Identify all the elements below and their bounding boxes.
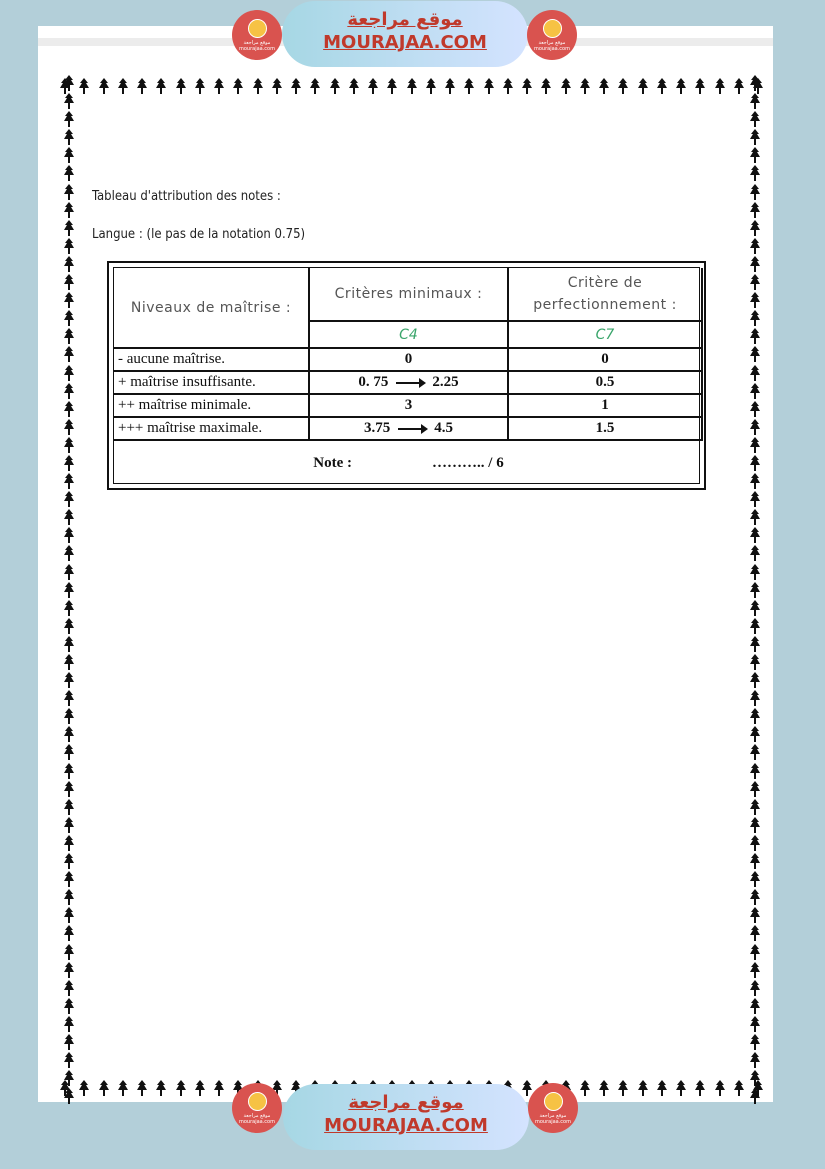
tree-icon [464, 78, 474, 98]
tree-icon [64, 1070, 74, 1086]
header-levels: Niveaux de maîtrise : [114, 268, 310, 349]
tree-icon [750, 871, 760, 887]
tree-icon [750, 690, 760, 706]
tree-icon [750, 1088, 760, 1104]
tree-icon [750, 618, 760, 634]
tree-icon [64, 165, 74, 181]
tree-icon [64, 346, 74, 362]
tree-icon [657, 78, 667, 98]
tree-icon [64, 944, 74, 960]
tree-icon [750, 419, 760, 435]
arrow-right-icon [396, 382, 424, 384]
tree-icon [64, 600, 74, 616]
tree-icon [750, 582, 760, 598]
tree-icon [291, 78, 301, 98]
tree-icon [64, 491, 74, 507]
tree-icon [64, 328, 74, 344]
tree-icon [750, 744, 760, 760]
tree-icon [750, 473, 760, 489]
tree-icon [750, 437, 760, 453]
row-min-value: 0. 75 2.25 [310, 372, 509, 395]
tree-icon [750, 817, 760, 833]
tree-icon [750, 672, 760, 688]
tree-icon [310, 78, 320, 98]
tree-icon [676, 78, 686, 98]
tree-icon [64, 835, 74, 851]
tree-icon [618, 1080, 628, 1100]
tree-icon [64, 654, 74, 670]
tree-icon [64, 383, 74, 399]
tree-icon [750, 509, 760, 525]
code-perf: C7 [509, 322, 703, 349]
tree-icon [750, 75, 760, 91]
tree-icon [750, 980, 760, 996]
tree-icon [750, 401, 760, 417]
logo-caption: موقع مراجعة mourajaa.com [238, 1113, 275, 1125]
tree-icon [750, 564, 760, 580]
tree-icon [750, 1052, 760, 1068]
tree-icon [750, 129, 760, 145]
tree-icon [750, 310, 760, 326]
tree-icon [64, 925, 74, 941]
note-row [114, 441, 703, 485]
tree-icon [64, 998, 74, 1014]
site-arabic-name[interactable]: موقع مراجعة [347, 9, 463, 30]
tree-icon [176, 1080, 186, 1100]
tree-icon [195, 1080, 205, 1100]
tree-icon [541, 78, 551, 98]
logo-caption: موقع مراجعة mourajaa.com [238, 40, 275, 52]
tree-icon [64, 708, 74, 724]
tree-icon [580, 1080, 590, 1100]
tree-icon [64, 582, 74, 598]
tree-icon [750, 962, 760, 978]
logo-emblem-icon [248, 19, 267, 38]
site-logo-right-footer[interactable] [528, 1083, 578, 1133]
tree-icon [750, 944, 760, 960]
tree-icon [64, 618, 74, 634]
site-logo-left-footer[interactable] [232, 1083, 282, 1133]
logo-emblem-icon [544, 1092, 563, 1111]
tree-icon [750, 636, 760, 652]
logo-caption: موقع مراجعة mourajaa.com [534, 1113, 571, 1125]
tree-icon [484, 78, 494, 98]
tree-icon [64, 781, 74, 797]
tree-icon [64, 817, 74, 833]
tree-icon [214, 1080, 224, 1100]
note-value: ……….. / 6 [432, 454, 504, 471]
site-domain-link[interactable]: MOURAJAA.COM [324, 1115, 488, 1136]
tree-icon [118, 78, 128, 98]
tree-icon [64, 690, 74, 706]
tree-icon [64, 274, 74, 290]
tree-icon [64, 455, 74, 471]
tree-icon [79, 78, 89, 98]
tree-icon [64, 672, 74, 688]
tree-icon [750, 853, 760, 869]
tree-icon [750, 147, 760, 163]
header-perf-criteria: Critère de perfectionnement : [509, 268, 703, 322]
tree-border-top [60, 78, 763, 98]
tree-icon [64, 147, 74, 163]
tree-icon [64, 256, 74, 272]
tree-icon [64, 763, 74, 779]
tree-icon [99, 1080, 109, 1100]
tree-icon [272, 78, 282, 98]
tree-icon [750, 274, 760, 290]
tree-icon [64, 1016, 74, 1032]
tree-icon [734, 1080, 744, 1100]
tree-icon [734, 78, 744, 98]
row-level: + maîtrise insuffisante. [114, 372, 310, 395]
tree-icon [64, 799, 74, 815]
tree-icon [750, 907, 760, 923]
tree-icon [750, 328, 760, 344]
tree-icon [580, 78, 590, 98]
site-footer-badge[interactable] [283, 1084, 529, 1150]
tree-icon [349, 78, 359, 98]
tree-icon [750, 998, 760, 1014]
grading-table [107, 261, 706, 490]
tree-icon [137, 1080, 147, 1100]
tree-icon [599, 78, 609, 98]
tree-icon [695, 78, 705, 98]
tree-icon [750, 835, 760, 851]
row-min-value: 0 [310, 349, 509, 372]
tree-icon [137, 78, 147, 98]
site-logo-right[interactable] [527, 10, 577, 60]
tree-icon [64, 636, 74, 652]
logo-caption: موقع مراجعة mourajaa.com [533, 40, 570, 52]
tree-icon [64, 871, 74, 887]
tree-icon [64, 1088, 74, 1104]
tree-icon [407, 78, 417, 98]
tree-icon [253, 78, 263, 98]
tree-icon [64, 962, 74, 978]
tree-icon [64, 527, 74, 543]
tree-icon [750, 165, 760, 181]
tree-icon [750, 455, 760, 471]
tree-icon [695, 1080, 705, 1100]
row-perf-value: 0.5 [509, 372, 703, 395]
tree-icon [750, 93, 760, 109]
tree-icon [64, 889, 74, 905]
tree-icon [522, 78, 532, 98]
tree-icon [715, 78, 725, 98]
tree-icon [750, 202, 760, 218]
tree-icon [503, 78, 513, 98]
tree-icon [64, 473, 74, 489]
tree-icon [64, 202, 74, 218]
tree-icon [214, 78, 224, 98]
tree-icon [233, 78, 243, 98]
site-header-badge[interactable] [282, 1, 528, 67]
tree-icon [64, 292, 74, 308]
tree-icon [64, 184, 74, 200]
tree-icon [64, 310, 74, 326]
tree-icon [750, 238, 760, 254]
row-level: +++ maîtrise maximale. [114, 418, 310, 441]
logo-emblem-icon [543, 19, 562, 38]
logo-emblem-icon [248, 1092, 267, 1111]
tree-icon [750, 545, 760, 561]
row-level: - aucune maîtrise. [114, 349, 310, 372]
tree-icon [99, 78, 109, 98]
tree-icon [750, 799, 760, 815]
tree-icon [750, 726, 760, 742]
tree-icon [64, 238, 74, 254]
tree-icon [79, 1080, 89, 1100]
tree-icon [64, 564, 74, 580]
grading-table-inner [113, 267, 700, 484]
tree-icon [599, 1080, 609, 1100]
tree-icon [176, 78, 186, 98]
tree-icon [64, 220, 74, 236]
row-perf-value: 1 [509, 395, 703, 418]
site-arabic-name[interactable]: موقع مراجعة [348, 1092, 464, 1113]
tree-icon [750, 925, 760, 941]
tree-icon [195, 78, 205, 98]
tree-icon [64, 437, 74, 453]
tree-icon [64, 1052, 74, 1068]
tree-icon [750, 111, 760, 127]
tree-icon [64, 419, 74, 435]
tree-icon [638, 78, 648, 98]
tree-icon [156, 1080, 166, 1100]
tree-icon [64, 907, 74, 923]
tree-icon [64, 1034, 74, 1050]
row-min-value: 3 [310, 395, 509, 418]
tree-icon [64, 365, 74, 381]
tree-icon [64, 111, 74, 127]
tree-icon [657, 1080, 667, 1100]
tree-icon [638, 1080, 648, 1100]
tree-icon [750, 184, 760, 200]
tree-icon [64, 853, 74, 869]
document-heading: Tableau d'attribution des notes : [92, 189, 281, 204]
tree-icon [750, 491, 760, 507]
document-subheading: Langue : (le pas de la notation 0.75) [92, 227, 306, 242]
row-perf-value: 1.5 [509, 418, 703, 441]
tree-icon [750, 889, 760, 905]
tree-icon [64, 93, 74, 109]
tree-icon [64, 744, 74, 760]
tree-icon [750, 346, 760, 362]
tree-icon [156, 78, 166, 98]
tree-icon [750, 781, 760, 797]
tree-icon [330, 78, 340, 98]
tree-icon [64, 75, 74, 91]
site-logo-left[interactable] [232, 10, 282, 60]
tree-icon [750, 220, 760, 236]
tree-icon [750, 654, 760, 670]
tree-icon [676, 1080, 686, 1100]
tree-border-right [747, 75, 763, 1105]
tree-icon [64, 129, 74, 145]
tree-icon [368, 78, 378, 98]
row-level: ++ maîtrise minimale. [114, 395, 310, 418]
document-page [38, 26, 773, 1102]
tree-icon [64, 401, 74, 417]
tree-icon [561, 78, 571, 98]
header-min-criteria: Critères minimaux : [310, 268, 509, 322]
tree-icon [445, 78, 455, 98]
tree-icon [750, 1016, 760, 1032]
tree-border-left [61, 75, 77, 1105]
tree-icon [64, 726, 74, 742]
tree-icon [387, 78, 397, 98]
row-min-value: 3.75 4.5 [310, 418, 509, 441]
code-min: C4 [310, 322, 509, 349]
tree-icon [750, 708, 760, 724]
tree-icon [118, 1080, 128, 1100]
note-label: Note : [313, 454, 353, 471]
tree-icon [64, 545, 74, 561]
tree-icon [426, 78, 436, 98]
tree-icon [618, 78, 628, 98]
tree-icon [64, 980, 74, 996]
tree-icon [750, 600, 760, 616]
tree-icon [750, 292, 760, 308]
tree-icon [750, 1034, 760, 1050]
row-perf-value: 0 [509, 349, 703, 372]
tree-icon [750, 527, 760, 543]
site-domain-link[interactable]: MOURAJAA.COM [323, 32, 487, 53]
tree-icon [64, 509, 74, 525]
tree-icon [750, 383, 760, 399]
tree-icon [750, 763, 760, 779]
tree-icon [750, 256, 760, 272]
arrow-right-icon [398, 428, 426, 430]
tree-icon [750, 1070, 760, 1086]
tree-icon [715, 1080, 725, 1100]
tree-icon [750, 365, 760, 381]
